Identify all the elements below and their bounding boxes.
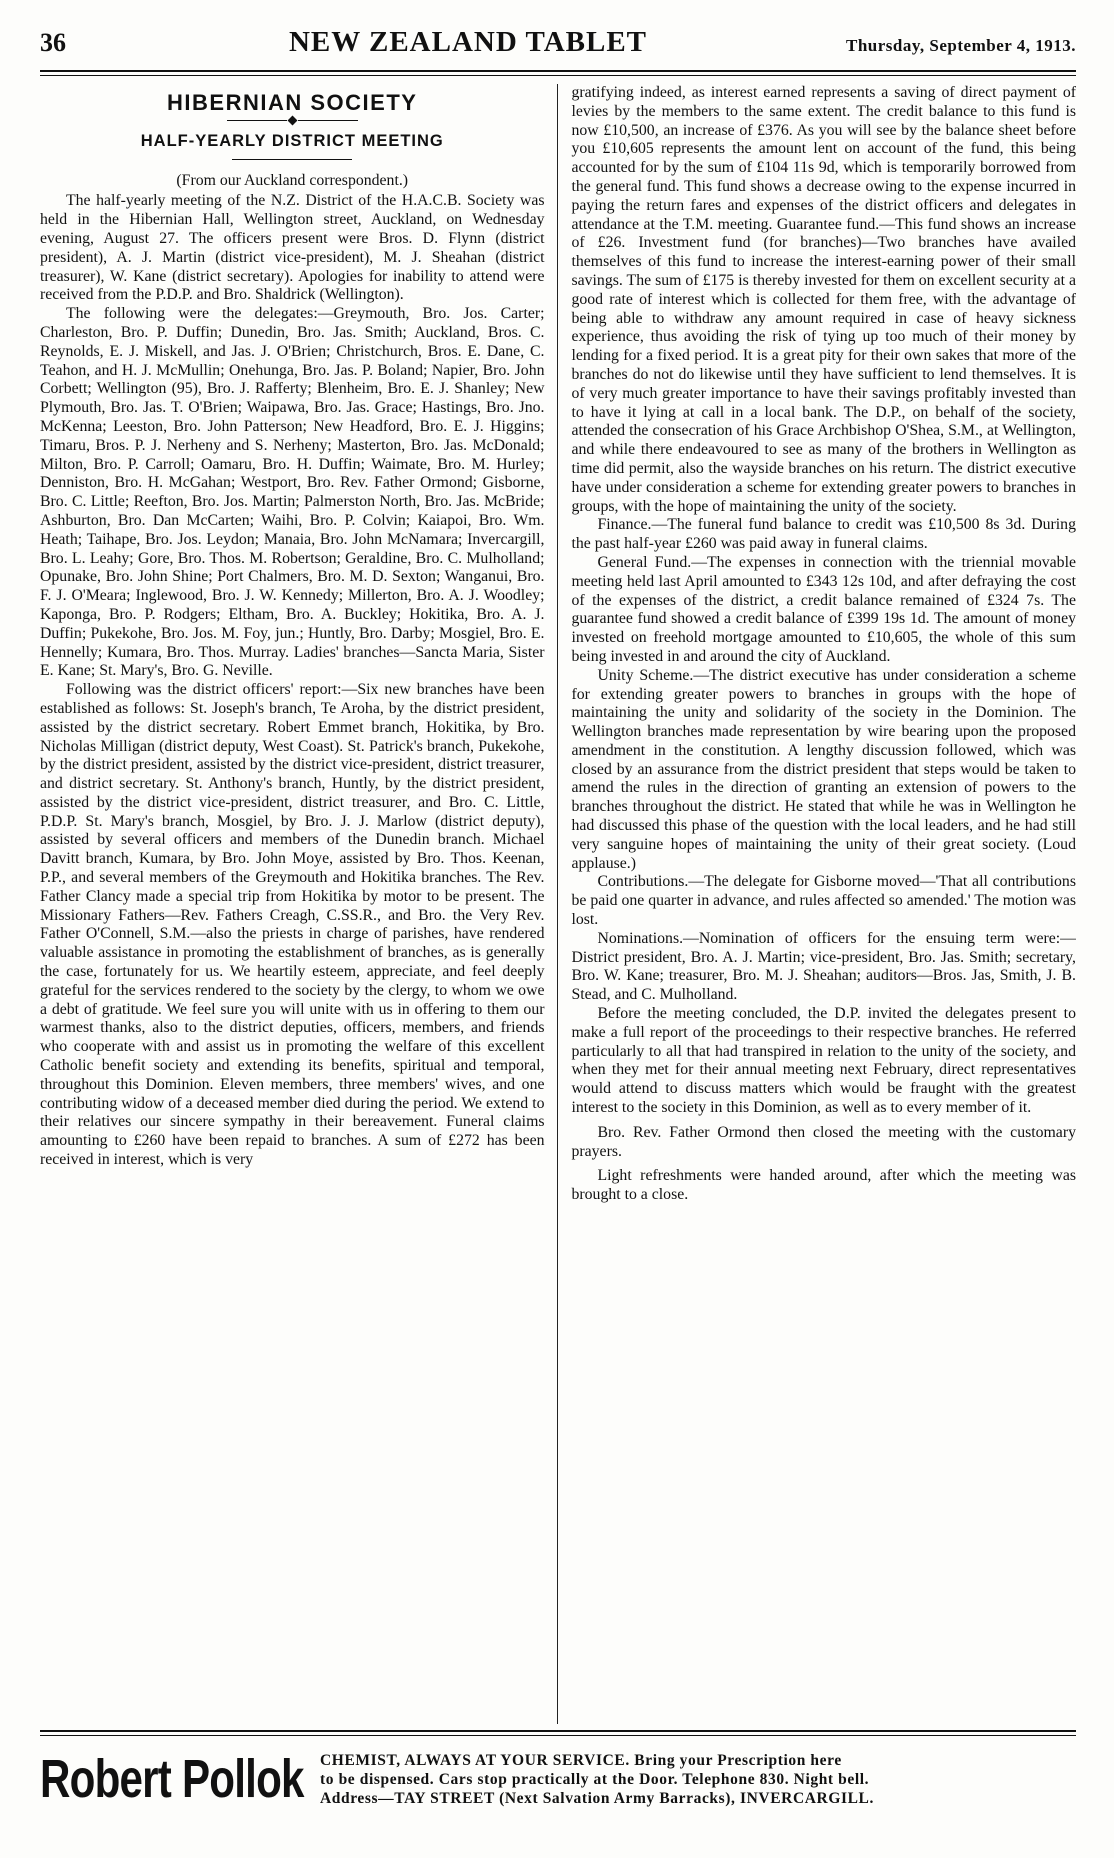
advertiser-name: Robert Pollok xyxy=(40,1749,304,1809)
column-divider xyxy=(557,84,558,1724)
left-column xyxy=(40,84,555,1724)
paragraph: Following was the district officers' report:—Six new branches have been established as follows: St. Joseph's branch, Te Aroha, by the district president, assisted by the district secretary. Robert Emmet branch, Hokitika, by Bro. Nicholas Milligan (district deputy, West Coast). St. Patrick's branch, Pukekohe, by the district president, assisted by the district vice-president, district treasurer, and district secretary. St. Anthony's branch, Huntly, by the district president, assisted by the district vice-president, district treasurer, and Bro. C. Little, P.D.P. St. Mary's branch, Mosgiel, by Bro. J. J. Marlow (district deputy), assisted by several officers and members of the Dunedin branch. Michael Davitt branch, Kumara, by Bro. John Moye, assisted by Bro. Thos. Keenan, P.P., and several members of the Greymouth and Hokitika branches. The Rev. Father Clancy made a special trip from Hokitika by motor to be present. The Missionary Fathers—Rev. Fathers Creagh, C.SS.R., and Bro. the Very Rev. Father O'Connell, S.M.—also the priests in charge of parishes, have rendered valuable assistance in promoting the establishment of branches, as is generally the case, fortunately for us. We heartily esteem, appreciate, and feel deeply grateful for the services rendered to the society by the clergy, to whom we owe a debt of gratitude. We feel sure you will unite with us in offering to them our warmest thanks, also to the district deputies, officers, members, and friends who cooperate with and assist us in promoting the welfare of this excellent Catholic benefit society and extending its benefits, spiritual and temporal, throughout this Dominion. Eleven members, three members' wives, and one contributing widow of a deceased member died during the period. We extend to their relatives our sincere sympathy in their bereavement. Funeral claims amounting to £260 have been repaid to branches. A sum of £272 has been received in interest, which is very xyxy=(40,681,545,1169)
paper-title: NEW ZEALAND TABLET xyxy=(288,26,648,58)
ad-line: Address—TAY STREET (Next Salvation Army Barracks), INVERCARGILL. xyxy=(320,1789,874,1807)
issue-date: Thursday, September 4, 1913. xyxy=(846,36,1076,55)
paragraph: Nominations.—Nomination of officers for the ensuing term were:—District president, Bro. A. J. Martin; vice-president, Bro. Jas. Smith; secretary, Bro. W. Kane; treasurer, Bro. M. J. Sheahan; auditors—Bros. Jas, Smith, J. B. Stead, and C. Mulholland. xyxy=(571,929,1076,1004)
headline: HIBERNIAN SOCIETY xyxy=(167,90,418,115)
paragraph: The following were the delegates:—Greymouth, Bro. Jos. Carter; Charleston, Bro. P. Duffin; Dunedin, Bro. Jas. Smith; Auckland, Bros. C. Reynolds, E. J. Miskell, and Jas. J. O'Brien; Christchurch, Bros. E. Dane, C. Teahon, and H. J. McMullin; Onehunga, Bro. Jas. P. Boland; Napier, Bro. John Corbett; Wellington (95), Bro. J. Rafferty; Blenheim, Bro. E. J. Shanley; New Plymouth, Bro. Jas. T. O'Brien; Waipawa, Bro. Jas. Grace; Hastings, Bro. Jno. McKenna; Leeston, Bro. John Patterson; New Headford, Bro. E. J. Higgins; Timaru, Bros. P. J. Nerheny and S. Nerheny; Masterton, Bro. Jas. McDonald; Milton, Bro. P. Carroll; Oamaru, Bro. H. Duffin; Waimate, Bro. M. Hurley; Denniston, Bro. H. McGahan; Westport, Bro. Rev. Father Ormond; Gisborne, Bro. C. Little; Reefton, Bro. Jos. Martin; Palmerston North, Bro. Jas. McBride; Ashburton, Bro. Dan McCarten; Waihi, Bro. P. Colvin; Kaiapoi, Bro. Wm. Heath; Taihape, Bro. Jos. Leydon; Manaia, Bro. John McNamara; Invercargill, Bro. L. Leahy; Gore, Bro. Thos. M. Robertson; Geraldine, Bro. C. Mulholland; Opunake, Bro. John Shine; Port Chalmers, Bro. M. D. Sexton; Wanganui, Bro. F. J. O'Meara; Inglewood, Bro. J. W. Kennedy; Millerton, Bro. A. J. Woodley; Kaponga, Bro. P. Rodgers; Eltham, Bro. A. Buckley; Hokitika, Bro. A. J. Duffin; Pukekohe, Bro. Jos. M. Foy, jun.; Huntly, Bro. Darby; Mosgiel, Bro. E. Hennelly; Kumara, Bro. Thos. Murray. Ladies' branches—Sancta Maria, Sister E. Kane; St. Mary's, Bro. G. Neville. xyxy=(40,305,545,680)
page-number: 36 xyxy=(40,28,66,57)
paragraph: Light refreshments were handed around, after which the meeting was brought to a close. xyxy=(571,1167,1076,1204)
ad-line: to be dispensed. Cars stop practically at the Door. Telephone 830. Night bell. xyxy=(320,1770,870,1788)
ad-line: CHEMIST, ALWAYS AT YOUR SERVICE. Bring your Prescription here xyxy=(320,1751,842,1769)
paragraph: Finance.—The funeral fund balance to credit was £10,500 8s 3d. During the past half-year £260 was paid away in funeral claims. xyxy=(571,516,1076,553)
paragraph: The half-yearly meeting of the N.Z. District of the H.A.C.B. Society was held in the Hibernian Hall, Wellington street, Auckland, on Wednesday evening, August 27. The officers present were Bros. D. Flynn (district president), A. J. Martin (district vice-president), M. J. Sheahan (district treasurer), W. Kane (district secretary). Apologies for inability to attend were received from the P.D.P. and Bro. Shaldrick (Wellington). xyxy=(40,192,545,304)
masthead-rule xyxy=(40,70,1076,76)
advertisement-text xyxy=(320,1751,1076,1808)
advertisement xyxy=(40,1736,1076,1818)
paragraph: Contributions.—The delegate for Gisborne moved—'That all contributions be paid one quarter in advance, and rules affected so amended.' The motion was lost. xyxy=(571,873,1076,929)
section-rule xyxy=(232,159,352,160)
ornament-line xyxy=(298,120,358,121)
paragraph: Before the meeting concluded, the D.P. invited the delegates present to make a full report of the proceedings to their respective branches. He referred particularly to all that had transpired in relation to the unity of the society, and when they met for their annual meeting next February, direct representatives would attend to discuss matters which would be fraught with the greatest interest to the society in this Dominion, as well as to every member of it. xyxy=(571,1005,1076,1117)
byline: (From our Auckland correspondent.) xyxy=(176,171,409,189)
article-columns xyxy=(40,84,1076,1724)
paragraph: gratifying indeed, as interest earned represents a saving of direct payment of levies by the members to the same extent. The credit balance to this fund is now £10,500, an increase of £376. As you will see by the balance sheet before you £10,605 represents the amount lent on account of the fund, this being accounted for by the sum of £104 11s 9d, which is temporarily borrowed from the general fund. This fund shows a decrease owing to the expense incurred in paying the return fares and expenses of the district officers and delegates in attendance at the T.M. meeting. Guarantee fund.—This fund shows an increase of £26. Investment fund (for branches)—Two branches have availed themselves of this fund to increase the interest-earning power of their small savings. The sum of £175 is thereby invested for them on excellent security at a good rate of interest which is collected for them free, with the advantage of being able to withdraw any amount required in case of heavy sickness experience, thus avoiding the risk of tying up too much of their money by lending for a fixed period. It is a great pity for their own sakes that more of the branches do not do likewise until they have sufficient to lend themselves. It is of very much greater importance to have their savings profitably invested than to have it lying at call in a local bank. The D.P., on behalf of the society, attended the consecration of his Grace Archbishop O'Shea, S.M., at Wellington, and while there endeavoured to see as many of the brothers in Wellington as time did permit, also the wayside branches on his return. The district executive have under consideration a scheme for extending greater powers to branches in groups, with the hope of maintaining the unity of the society. xyxy=(571,84,1076,515)
subheadline: HALF-YEARLY DISTRICT MEETING xyxy=(140,131,444,150)
paragraph: General Fund.—The expenses in connection with the triennial movable meeting held last April amounted to £343 12s 10d, and after defraying the cost of the expenses of the district, a credit balance remained of £324 7s. The guarantee fund showed a credit balance of £399 19s 1d. The amount of money invested on freehold mortgage amounted to £10,605, the whole of this sum being invested in and around the city of Auckland. xyxy=(571,553,1076,665)
right-column xyxy=(559,84,1076,1724)
diamond-icon xyxy=(287,115,297,125)
paragraph: Bro. Rev. Father Ormond then closed the meeting with the customary prayers. xyxy=(571,1123,1076,1160)
ornament-line xyxy=(227,120,287,121)
masthead xyxy=(40,26,1076,66)
paragraph: Unity Scheme.—The district executive has under consideration a scheme for extending greater powers to branches in groups with the hope of maintaining the unity and solidarity of the society in the Dominion. The Wellington branches made representation by wire bearing upon the proposed amendment in the constitution. A lengthy discussion followed, which was closed by an assurance from the district president that steps would be taken to amend the rules in the direction of granting an extension of powers to the branches throughout the district. He stated that while he was in Wellington he had discussed this phase of the question with the local leaders, and he had still very sanguine hopes of maintaining the unity of their great society. (Loud applause.) xyxy=(571,666,1076,872)
headline-ornament xyxy=(40,117,545,124)
